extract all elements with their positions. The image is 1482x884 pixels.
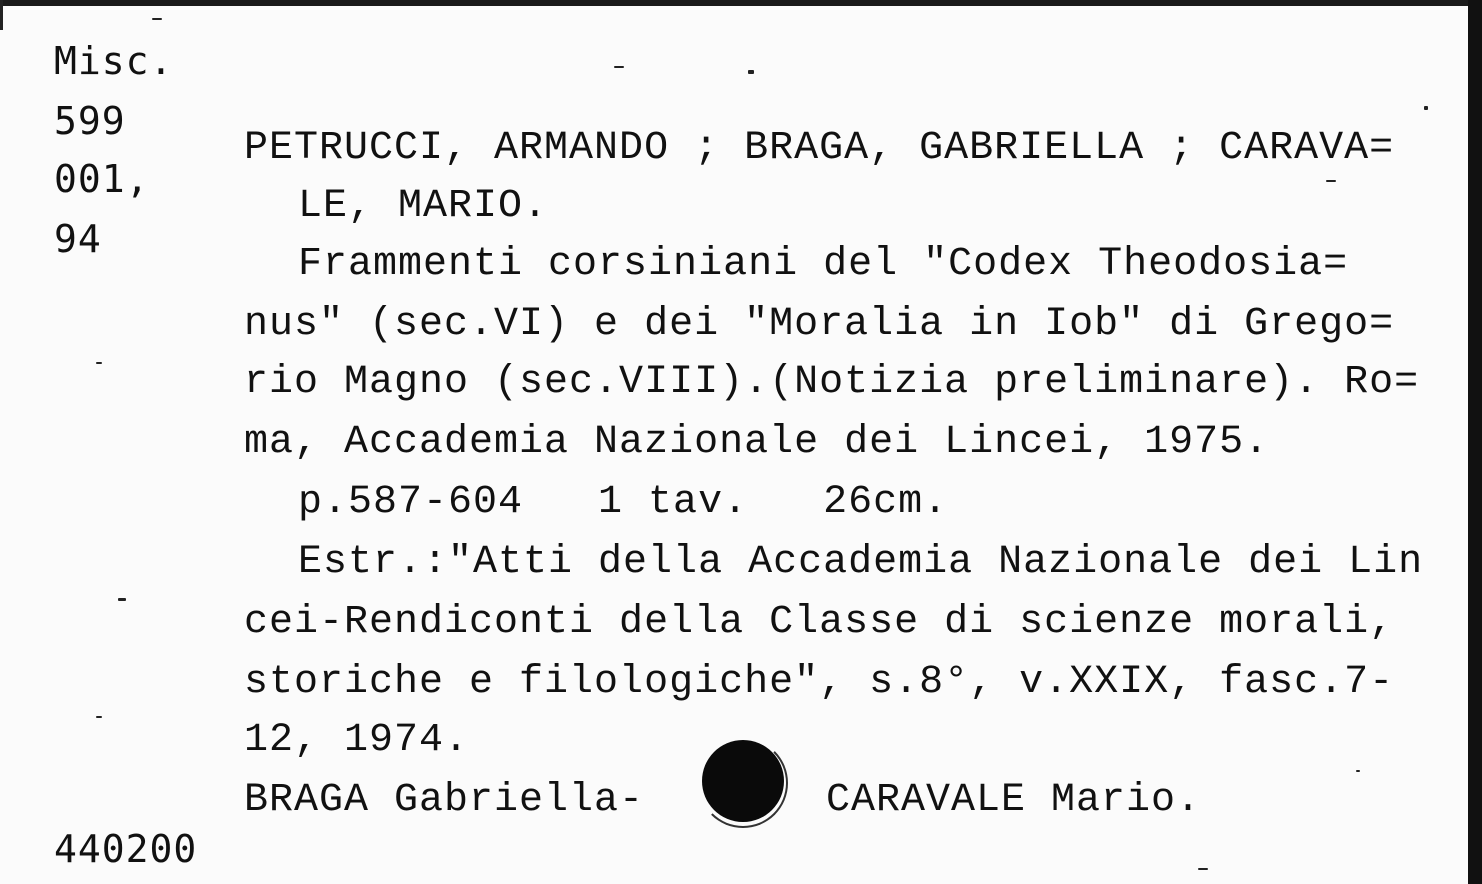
scan-speck: [748, 70, 754, 74]
authors-line-2: LE, MARIO.: [298, 184, 549, 229]
collation: p.587-604 1 tav. 26cm.: [298, 480, 949, 525]
scan-speck: [96, 362, 102, 364]
authors-line-1: PETRUCCI, ARMANDO ; BRAGA, GABRIELLA ; CARAVA=: [244, 126, 1395, 171]
note-line-4: 12, 1974.: [244, 718, 470, 763]
scan-speck: [118, 598, 126, 601]
shelfmark-item: 94: [54, 217, 102, 261]
added-entry-braga: BRAGA Gabriella-: [244, 778, 645, 823]
title-line-2: nus" (sec.VI) e dei "Moralia in Iob" di Grego=: [244, 302, 1395, 347]
title-line-3: rio Magno (sec.VIII).(Notizia preliminare). Ro=: [244, 360, 1420, 405]
shelfmark-collection: Misc.: [54, 39, 174, 83]
title-line-1: Frammenti corsiniani del "Codex Theodosia=: [298, 242, 1349, 287]
note-line-1: Estr.:"Atti della Accademia Nazionale dei Lin: [298, 540, 1424, 585]
note-line-3: storiche e filologiche", s.8°, v.XXIX, fasc.7-: [244, 660, 1395, 705]
card-top-edge: [0, 0, 1482, 6]
scan-speck: [1326, 180, 1336, 182]
note-line-2: cei-Rendiconti della Classe di scienze morali,: [244, 600, 1395, 645]
card-left-edge: [0, 0, 3, 30]
added-entry-caravale: CARAVALE Mario.: [826, 778, 1202, 823]
scan-speck: [614, 66, 624, 68]
shelfmark-number: 599: [54, 99, 126, 143]
card-right-edge: [1468, 0, 1482, 884]
punch-hole: [702, 740, 784, 822]
shelfmark-sequence: 001,: [54, 157, 150, 201]
scan-speck: [1356, 770, 1360, 772]
scan-speck: [1424, 106, 1428, 110]
scan-speck: [1198, 868, 1208, 870]
scan-speck: [96, 716, 102, 718]
inventory-number: 440200: [54, 827, 198, 871]
title-line-4: ma, Accademia Nazionale dei Lincei, 1975.: [244, 420, 1270, 465]
scan-speck: [152, 18, 162, 20]
